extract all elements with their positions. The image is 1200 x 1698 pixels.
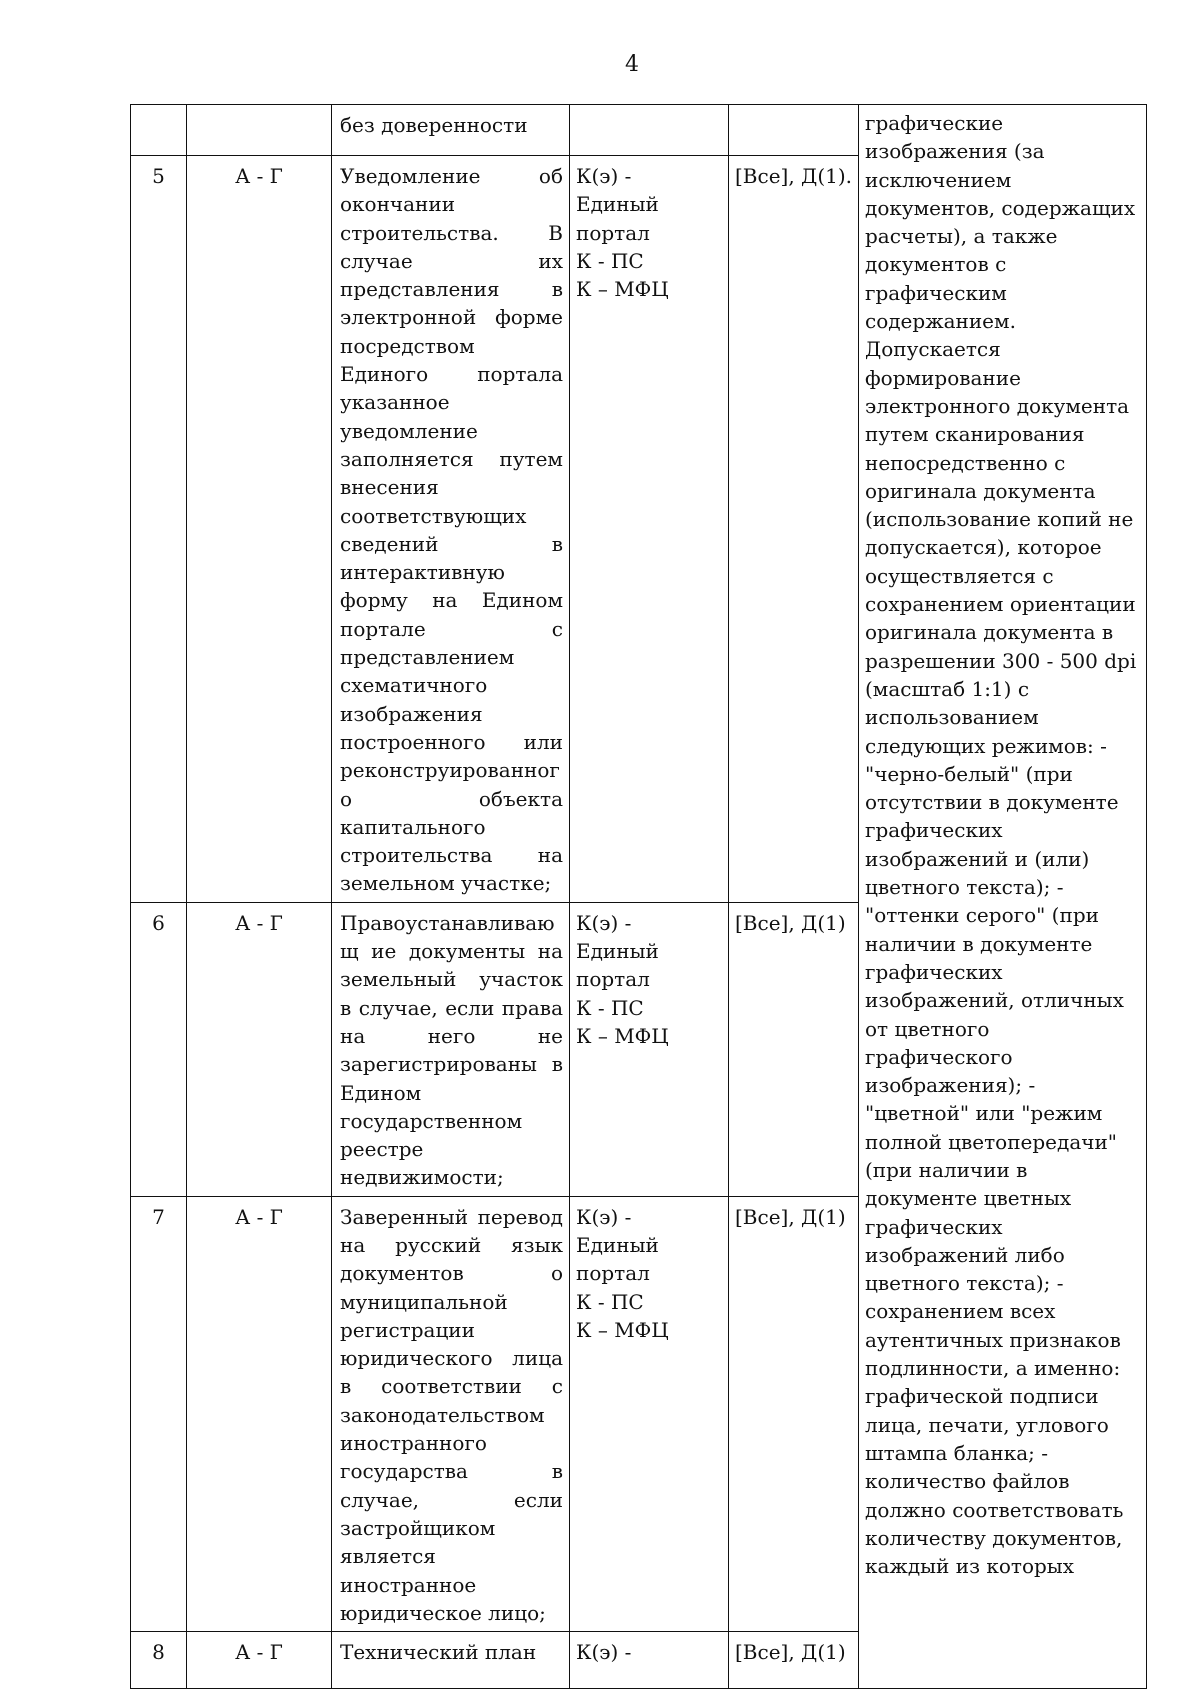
row-document (332, 156, 570, 903)
cell-ways-continuation (570, 105, 729, 156)
cell-num-continuation (131, 105, 187, 156)
row-number: 8 (131, 1632, 187, 1689)
document-text: без доверенности (340, 113, 528, 137)
row-category: А - Г (187, 156, 332, 903)
document-text: Уведомление об окончании строительства. В случае их представления в электронной форме посредством Единого портала указанное уведомление заполняется путем внесения соответствующих сведений в интерактивную форму на Едином портале с представлением схематичного изображения построенного или реконструированного объекта капитального строительства на земельном участке; (340, 164, 563, 896)
way-line: К – МФЦ (576, 1023, 669, 1048)
row-category: А - Г (187, 1632, 332, 1689)
document-text: Технический план (340, 1640, 537, 1665)
row-option (729, 156, 859, 903)
way-line: портал (576, 220, 650, 245)
row-document (332, 902, 570, 1196)
row-number: 5 (131, 156, 187, 903)
option-text: [Все], Д(1). (735, 164, 853, 188)
documents-table (130, 104, 1147, 1689)
notes-text: графические изображения (за исключением документов, содержащих расчеты), а также документов с графическим содержанием. Допускается формирование электронного документа путем сканирования непосредственно с оригинала документа (использование копий не допускается), которое осуществляется с сохранением ориентации оригинала документа в разрешении 300 - 500 dpi (масштаб 1:1) с использованием следующих режимов: - "черно-белый" (при отсутствии в документе графических изображений и (или) цветного текста); - "оттенки серого" (при наличии в документе графических изображений, отличных от цветного графического изображения); - "цветной" или "режим полной цветопередачи" (при наличии в документе цветных графических изображений либо цветного текста); - сохранением всех аутентичных признаков подлинности, а именно: графической подписи лица, печати, углового штампа бланка; - количество файлов должно соответствовать количеству документов, каждый из которых (865, 111, 1137, 1579)
row-option (729, 1196, 859, 1631)
page-number: 4 (625, 52, 639, 77)
way-line: Единый (576, 192, 659, 217)
row-ways (570, 1632, 729, 1689)
way-line: К - ПС (576, 995, 644, 1020)
way-line: К(э) - (576, 164, 632, 188)
row-category: А - Г (187, 902, 332, 1196)
way-line: К - ПС (576, 248, 644, 273)
way-line: К - ПС (576, 1289, 644, 1314)
way-line: К(э) - (576, 1640, 632, 1665)
way-line: К(э) - (576, 910, 632, 935)
way-line: К(э) - (576, 1204, 632, 1229)
row-document (332, 1196, 570, 1631)
cell-category-continuation (187, 105, 332, 156)
way-line: портал (576, 1261, 650, 1286)
way-line: Единый (576, 939, 659, 964)
option-text: [Все], Д(1) (735, 1640, 846, 1665)
way-line: К – МФЦ (576, 277, 669, 302)
row-option (729, 1632, 859, 1689)
row-category: А - Г (187, 1196, 332, 1631)
document-text: Правоустанавливающ ие документы на земельный участок в случае, если права на него не зарегистрированы в Едином государственном реестре недвижимости; (340, 910, 563, 1190)
row-ways (570, 902, 729, 1196)
row-document (332, 1632, 570, 1689)
row-ways (570, 156, 729, 903)
way-line: портал (576, 967, 650, 992)
row-number: 6 (131, 902, 187, 1196)
option-text: [Все], Д(1) (735, 910, 846, 935)
option-text: [Все], Д(1) (735, 1204, 846, 1229)
table-row-continuation (131, 105, 1147, 156)
row-number: 7 (131, 1196, 187, 1631)
cell-document-continuation (332, 105, 570, 156)
cell-option-continuation (729, 105, 859, 156)
cell-notes (859, 105, 1147, 1689)
row-option (729, 902, 859, 1196)
row-ways (570, 1196, 729, 1631)
way-line: К – МФЦ (576, 1317, 669, 1342)
document-text: Заверенный перевод на русский язык документов о муниципальной регистрации юридического лица в соответствии с законодательством иностранного государства в случае, если застройщиком является иностранное юридическое лицо; (340, 1204, 563, 1625)
way-line: Единый (576, 1232, 659, 1257)
